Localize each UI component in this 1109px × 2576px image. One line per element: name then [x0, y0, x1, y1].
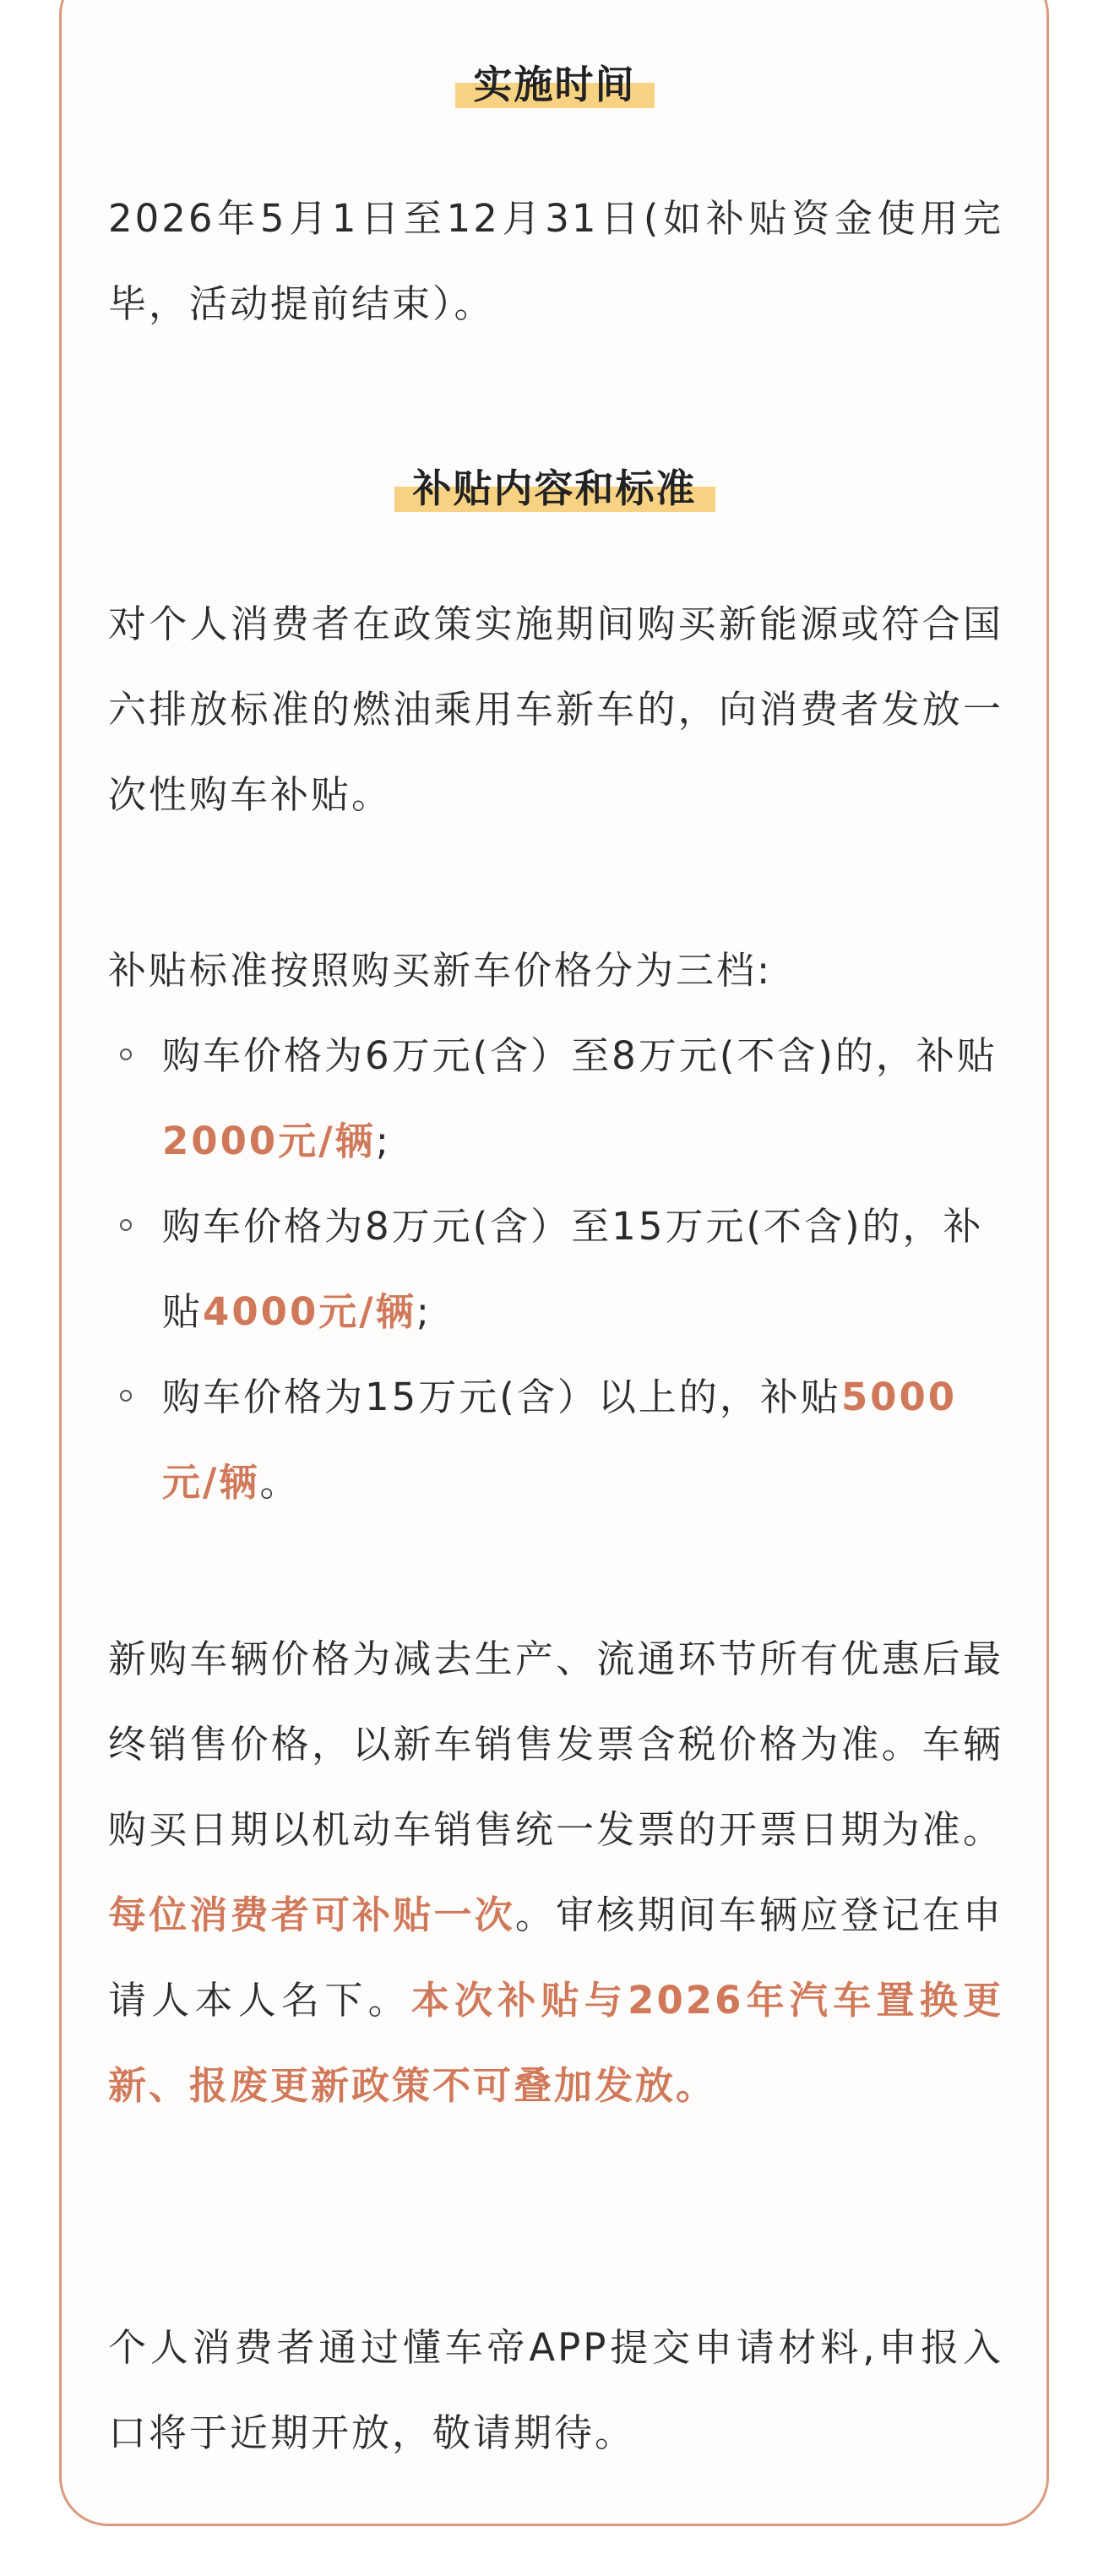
section-title-time: [0, 59, 1109, 110]
tier-text: 购车价格为15万元(含）以上的，补贴: [162, 1375, 841, 1419]
tiers-lead: 补贴标准按照购买新车价格分为三档:: [108, 948, 773, 993]
implementation-period: 2026年5月1日至12月31日(如补贴资金使用完毕，活动提前结束）。: [108, 196, 1003, 326]
title-highlight: 补贴内容和标准: [394, 463, 715, 514]
rules-text: 新购车辆价格为减去生产、流通环节所有优惠后最终销售价格，以新车销售发票含税价格为准。车辆购买日期以机动车销售统一发票的开票日期为准。: [108, 1637, 1003, 1852]
title-highlight: 实施时间: [455, 59, 655, 110]
tier-item: [108, 1013, 1003, 1184]
tier-end: ;: [375, 1119, 391, 1163]
purchase-rules: [108, 1616, 1003, 2128]
tier-end: ;: [416, 1289, 432, 1334]
rules-text: 。审核期间车辆应登记在申请人本人名下。: [108, 1893, 1003, 2023]
tier-item: [108, 1354, 1003, 1525]
tier-amount: 2000元/辆: [162, 1119, 376, 1163]
tier-list: [108, 1013, 1003, 1525]
tier-amount: 4000元/辆: [203, 1289, 416, 1334]
section-title-subsidy: [0, 463, 1109, 514]
tier-end: 。: [259, 1460, 301, 1505]
rules-emphasis-once: 每位消费者可补贴一次: [108, 1893, 515, 1937]
bullet-icon: [120, 1390, 132, 1402]
tier-item: [108, 1184, 1003, 1354]
subsidy-intro: 对个人消费者在政策实施期间购买新能源或符合国六排放标准的燃油乘用车新车的，向消费者发放一次性购车补贴。: [108, 602, 1003, 817]
bullet-icon: [120, 1219, 132, 1231]
bullet-icon: [120, 1048, 132, 1060]
tier-text: 购车价格为6万元(含）至8万元(不含)的，补贴: [162, 1033, 998, 1078]
tier-amount: 5000元/辆: [162, 1375, 958, 1505]
tier-text: 购车价格为8万元(含）至15万元(不含)的，补贴: [162, 1204, 984, 1334]
rules-emphasis-no-stacking: 本次补贴与2026年汽车置换更新、报废更新政策不可叠加发放。: [108, 1978, 1003, 2108]
application-note: 个人消费者通过懂车帝APP提交申请材料,申报入口将于近期开放，敬请期待。: [108, 2325, 1003, 2455]
